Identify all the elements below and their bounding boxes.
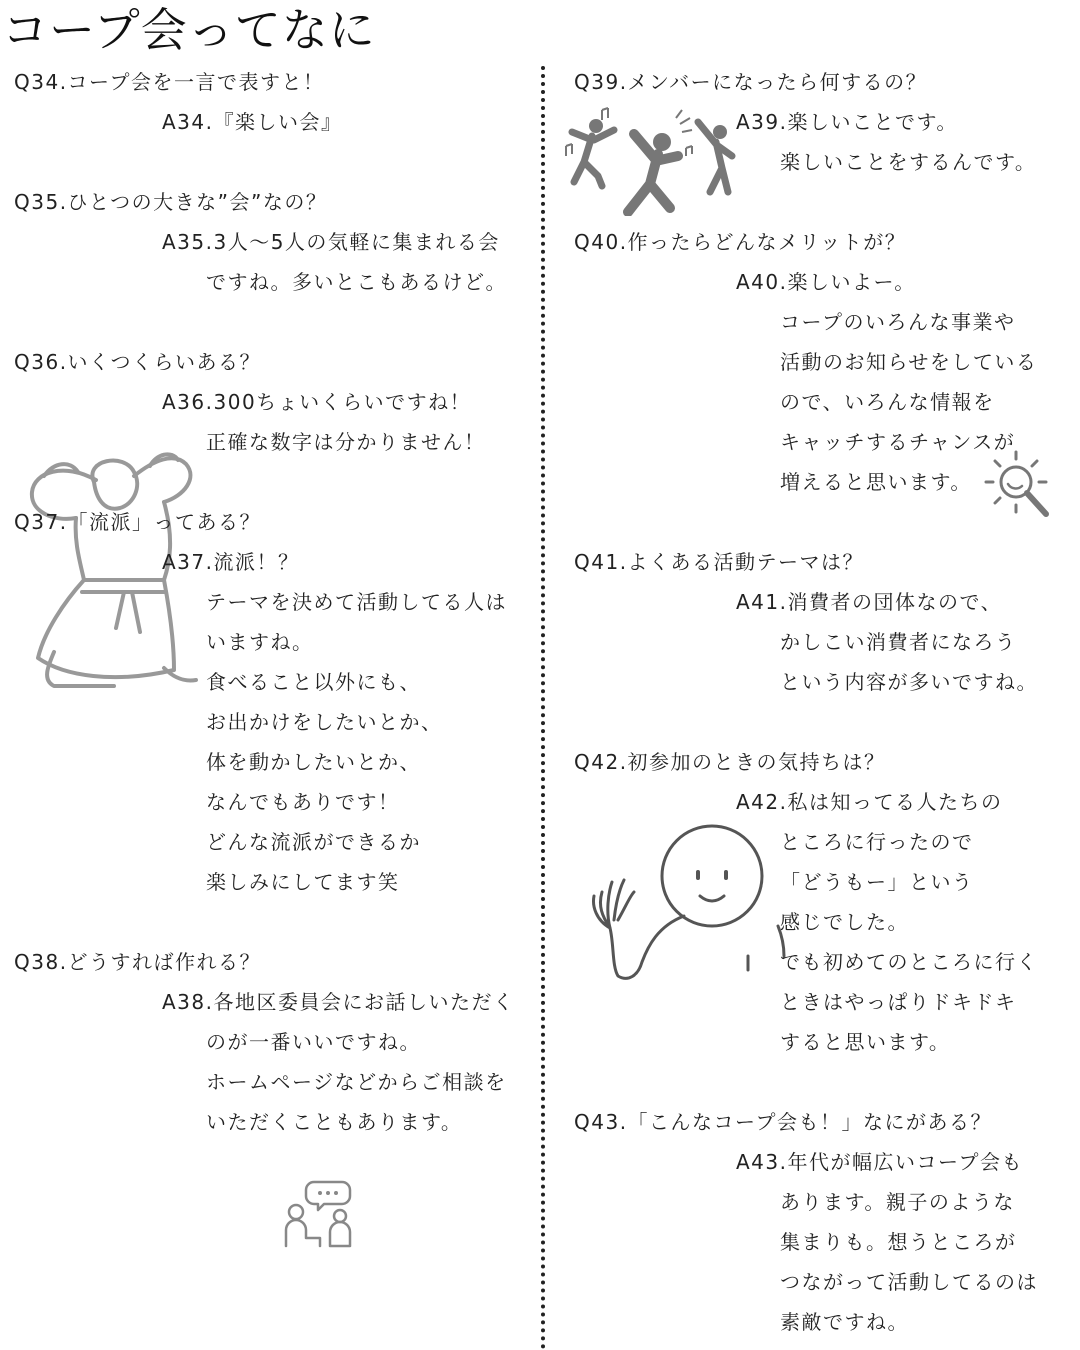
answer-34-line-1: A34.『楽しい会』 [162, 110, 343, 134]
answer-37-line-5: お出かけをしたいとか、 [206, 710, 443, 734]
answer-43-line-4: つながって活動してるのは [780, 1270, 1038, 1294]
answer-43-line-3: 集まりも。想うところが [780, 1230, 1017, 1254]
question-34: Q34.コープ会を一言で表すと！ [14, 70, 325, 94]
answer-41-line-1: A41.消費者の団体なので、 [736, 590, 1003, 614]
answer-37-line-2: テーマを決めて活動してる人は [206, 590, 507, 614]
answer-38-line-1: A38.各地区委員会にお話しいただく [162, 990, 515, 1014]
answer-40-line-3: 活動のお知らせをしている [780, 350, 1038, 374]
answer-40-line-4: ので、いろんな情報を [780, 390, 995, 414]
answer-41-line-3: という内容が多いですね。 [780, 670, 1038, 694]
answer-42-line-7: すると思います。 [780, 1030, 951, 1054]
answer-38-line-3: ホームページなどからご相談を [206, 1070, 507, 1094]
question-42: Q42.初参加のときの気持ちは？ [574, 750, 886, 774]
question-41: Q41.よくある活動テーマは？ [574, 550, 865, 574]
question-43: Q43.「こんなコープ会も！」なにがある？ [574, 1110, 993, 1134]
question-39: Q39.メンバーになったら何するの？ [574, 70, 928, 94]
question-36: Q36.いくつくらいある？ [14, 350, 262, 374]
answer-37-line-1: A37.流派！？ [162, 550, 300, 574]
answer-39-line-2: 楽しいことをするんです。 [780, 150, 1037, 174]
answer-36-line-1: A36.300ちょいくらいですね！ [162, 390, 472, 414]
answer-40-line-2: コープのいろんな事業や [780, 310, 1016, 334]
waving-person-icon [588, 816, 788, 996]
answer-42-line-1: A42.私は知ってる人たちの [736, 790, 1003, 814]
column-divider [541, 66, 545, 1350]
dancing-people-icon [562, 104, 740, 216]
answer-37-line-6: 体を動かしたいとか、 [206, 750, 421, 774]
answer-39-line-1: A39.楽しいことです。 [736, 110, 958, 134]
answer-37-line-8: どんな流派ができるか [206, 830, 421, 854]
answer-35-line-1: A35.3人～5人の気軽に集まれる会 [162, 230, 500, 254]
answer-42-line-2: ところに行ったので [780, 830, 974, 854]
magnifier-icon [984, 448, 1060, 524]
question-38: Q38.どうすれば作れる？ [14, 950, 262, 974]
answer-37-line-3: いますね。 [206, 630, 314, 654]
page-title: コープ会ってなに [2, 3, 376, 57]
consultation-icon [282, 1176, 356, 1250]
answer-42-line-5: でも初めてのところに行く [780, 950, 1038, 974]
question-40: Q40.作ったらどんなメリットが？ [574, 230, 907, 254]
answer-43-line-1: A43.年代が幅広いコープ会も [736, 1150, 1023, 1174]
answer-37-line-7: なんでもありです！ [206, 790, 400, 814]
answer-35-line-2: ですね。多いとこもあるけど。 [206, 270, 507, 294]
answer-40-line-6: 増えると思います。 [780, 470, 972, 494]
answer-40-line-5: キャッチするチャンスが [780, 430, 1016, 454]
answer-36-line-2: 正確な数字は分かりません！ [206, 430, 486, 454]
answer-37-line-9: 楽しみにしてます笑 [206, 870, 400, 894]
answer-38-line-2: のが一番いいですね。 [206, 1030, 421, 1054]
answer-43-line-2: あります。親子のような [780, 1190, 1015, 1214]
answer-41-line-2: かしこい消費者になろう [780, 630, 1017, 654]
answer-42-line-4: 感じでした。 [780, 910, 909, 934]
question-37: Q37.「流派」ってある？ [14, 510, 262, 534]
answer-40-line-1: A40.楽しいよー。 [736, 270, 916, 294]
answer-43-line-5: 素敵ですね。 [780, 1310, 909, 1334]
answer-38-line-4: いただくこともあります。 [206, 1110, 463, 1134]
question-35: Q35.ひとつの大きな”会”なの？ [14, 190, 328, 214]
answer-37-line-4: 食べること以外にも、 [206, 670, 421, 694]
answer-42-line-6: ときはやっぱりドキドキ [780, 990, 1017, 1014]
answer-42-line-3: 「どうもー」という [780, 870, 974, 894]
